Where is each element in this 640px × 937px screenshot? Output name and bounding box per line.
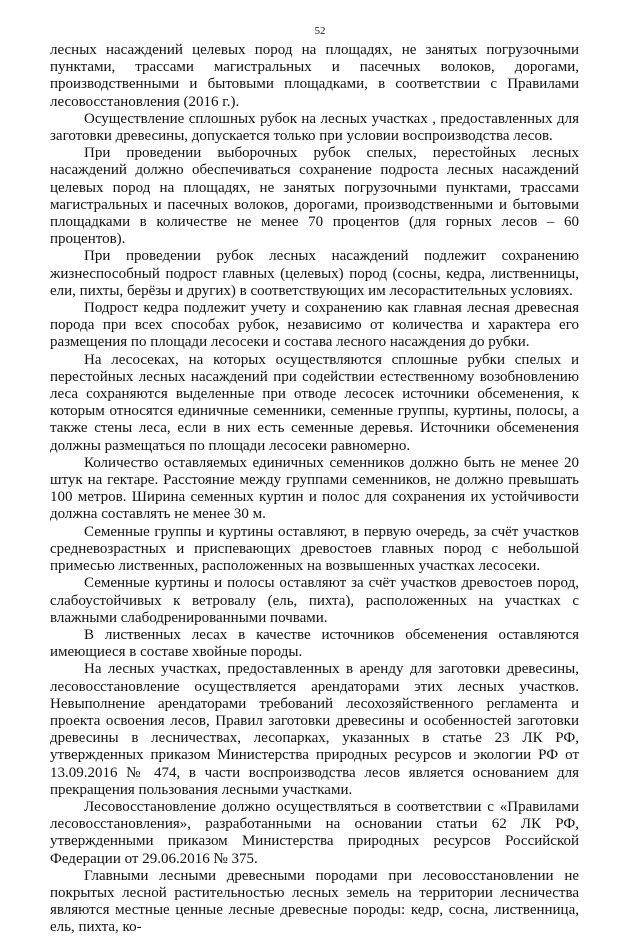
paragraph: На лесосеках, на которых осуществляются сплошные рубки спелых и перестойных лесных насаждений при содействии естественному возобновлению леса сохраняются выделенные при отводе лесосек источники обсеменения, к которым относятся единичные семенники, семенные группы, куртины, полосы, а также стены леса, если в них есть семенные деревья. Источники обсеменения должны размещаться по площади лесосеки равномерно. (50, 351, 579, 454)
paragraph: лесных насаждений целевых пород на площадях, не занятых погрузочными пунктами, трассами магистральных и пасечных волоков, дорогами, производственными и бытовыми площадками, в соответствии с Правилами лесовосстановления (2016 г.). (50, 42, 579, 110)
paragraph: Осуществление сплошных рубок на лесных участках , предоставленных для заготовки древесины, допускается только при условии воспроизводства лесов. (50, 110, 579, 145)
paragraph: Подрост кедра подлежит учету и сохранению как главная лесная древесная порода при всех способах рубок, независимо от количества и характера его размещения по площади лесосеки и состава лесного насаждения до рубки. (50, 300, 579, 351)
paragraph: Лесовосстановление должно осуществляться в соответствии с «Правилами лесовосстановления», разработанными на основании статьи 62 ЛК РФ, утвержденными приказом Министерства природных ресурсов Российской Федерации от 29.06.2016 № 375. (50, 798, 579, 867)
paragraph: Семенные группы и куртины оставляют, в первую очередь, за счёт участков средневозрастных и приспевающих древостоев главных пород с небольшой примесью лиственных, расположенных на возвышенных участках лесосеки. (50, 523, 579, 575)
body-text (50, 42, 579, 937)
paragraph: Главными лесными древесными породами при лесовосстановлении не покрытых лесной растительностью лесных земель на территории лесничества являются местные ценные лесные древесные породы: кедр, сосна, лиственница, ель, пихта, ко- (50, 867, 579, 936)
paragraph: При проведении выборочных рубок спелых, перестойных лесных насаждений должно обеспечиваться сохранение подроста лесных насаждений целевых пород на площадях, не занятых погрузочными пунктами, трассами магистральных и пасечных волоков, дорогами, производственными и бытовыми площадками в количестве не менее 70 процентов (для горных лесов – 60 процентов). (50, 145, 579, 248)
paragraph: На лесных участках, предоставленных в аренду для заготовки древесины, лесовосстановление осуществляется арендаторами этих лесных участков. Невыполнение арендаторами требований лесохозяйственного регламента и проекта освоения лесов, Правил заготовки древесины и особенностей заготовки древесины в лесничествах, лесопарках, указанных в статье 23 ЛК РФ, утвержденных приказом Министерства природных ресурсов и экологии РФ от 13.09.2016 № 474, в части воспроизводства лесов является основанием для прекращения пользования лесными участками. (50, 661, 579, 798)
paragraph: Количество оставляемых единичных семенников должно быть не менее 20 штук на гектаре. Расстояние между группами семенников, не должно превышать 100 метров. Ширина семенных куртин и полос для сохранения их устойчивости должна составлять не менее 30 м. (50, 454, 579, 523)
paragraph: Семенные куртины и полосы оставляют за счёт участков древостоев пород, слабоустойчивых к ветровалу (ель, пихта), расположенных на участках с влажными слабодренированными почвами. (50, 575, 579, 626)
paragraph: В лиственных лесах в качестве источников обсеменения оставляются имеющиеся в составе хвойные породы. (50, 626, 579, 661)
page-number: 52 (314, 25, 326, 37)
paragraph: При проведении рубок лесных насаждений подлежит сохранению жизнеспособный подрост главных (целевых) пород (сосны, кедра, лиственницы, ели, пихты, берёзы и других) в соответствующих им лесорастительных условиях. (50, 248, 579, 299)
